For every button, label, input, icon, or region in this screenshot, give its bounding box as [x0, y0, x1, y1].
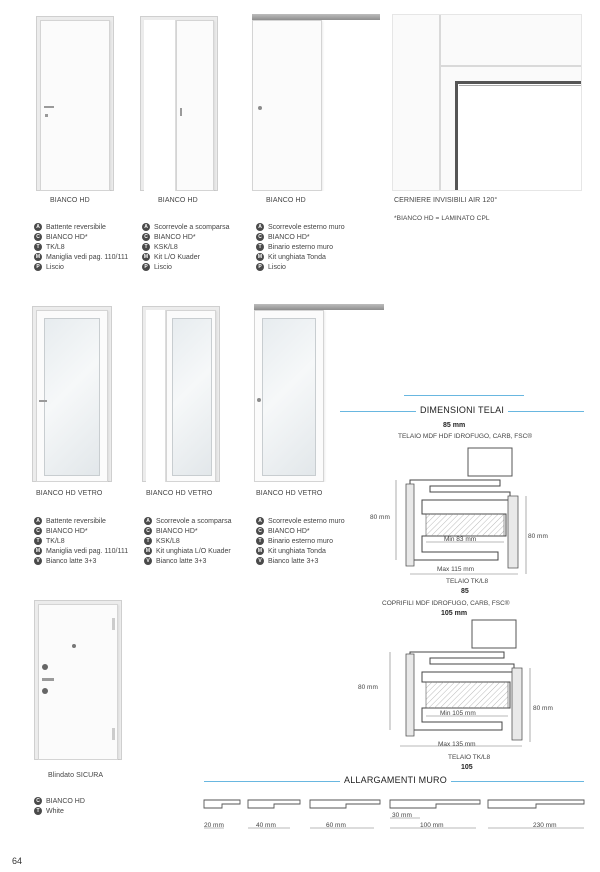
spec-row [144, 526, 231, 536]
peephole-icon [72, 644, 76, 648]
caption-r1-2: BIANCO HD [158, 197, 198, 204]
spec-badge-icon: C [142, 233, 150, 241]
section-title-allargamenti: ALLARGAMENTI MURO [340, 775, 451, 785]
spec-text: Maniglia vedi pag. 110/111 [46, 253, 129, 261]
spec-text: TK/L8 [46, 243, 65, 251]
frame-section-diagram-105 [360, 618, 540, 758]
spec-text: Bianco latte 3+3 [46, 557, 97, 565]
telai-mid: COPRIFILI MDF IDROFUGO, CARB, FSC® [382, 600, 510, 607]
hinge-detail-image [392, 14, 582, 191]
spec-row [256, 536, 345, 546]
spec-badge-icon: M [145, 548, 151, 554]
spec-badge-icon: P [142, 263, 150, 271]
spec-badge-icon: A [34, 517, 42, 525]
spec-row [144, 536, 231, 546]
spec-text: Scorrevole a scomparsa [154, 223, 230, 231]
spec-badge-icon: A [256, 517, 264, 525]
spec-badge-icon: A [144, 517, 152, 525]
spec-list-sicura [34, 796, 85, 816]
telai-d2-left: 80 mm [358, 684, 378, 691]
spec-row [34, 546, 128, 556]
spec-badge-icon: C [144, 527, 152, 535]
door-image-blindato-sicura [32, 598, 124, 760]
telai-d1-top: 85 mm [443, 422, 466, 429]
spec-row [34, 536, 128, 546]
spec-row [34, 806, 85, 816]
caption-r1-3: BIANCO HD [266, 197, 306, 204]
spec-row [256, 262, 345, 272]
spec-text: BIANCO HD* [156, 527, 198, 535]
telai-d2-max: Max 135 mm [438, 741, 476, 748]
frame-section-diagram-85 [370, 444, 540, 584]
spec-row [34, 516, 128, 526]
spec-badge-icon: C [256, 527, 264, 535]
spec-text: Kit L/O Kuader [154, 253, 200, 261]
spec-list-r1-3 [256, 222, 345, 272]
telai-d1-right: 80 mm [528, 533, 548, 540]
spec-row [256, 556, 345, 566]
spec-badge-icon: P [256, 263, 264, 271]
spec-row [34, 796, 85, 806]
spec-row [34, 232, 128, 242]
spec-text: Scorrevole esterno muro [268, 223, 345, 231]
spec-row [142, 262, 229, 272]
spec-text: Kit unghiata Tonda [268, 253, 326, 261]
spec-row [34, 262, 128, 272]
telai-d1-min: Min 83 mm [444, 536, 477, 543]
spec-badge-icon: T [34, 243, 42, 251]
spec-text: BIANCO HD* [46, 527, 88, 535]
spec-row [34, 526, 128, 536]
spec-badge-icon: T [256, 243, 264, 251]
spec-badge-icon: M [35, 548, 41, 554]
spec-badge-icon: V [34, 557, 42, 565]
spec-row [142, 242, 229, 252]
spec-text: KSK/L8 [156, 537, 180, 545]
caption-r2-3: BIANCO HD VETRO [256, 490, 323, 497]
spec-badge-icon: P [34, 263, 42, 271]
spec-badge-icon: C [34, 527, 42, 535]
spec-text: Scorrevole esterno muro [268, 517, 345, 525]
door-handle-icon [44, 106, 54, 108]
spec-row [144, 546, 231, 556]
wall-ext-20: 20 mm [204, 822, 224, 829]
spec-text: Binario esterno muro [268, 243, 333, 251]
spec-badge-icon: V [256, 557, 264, 565]
caption-r2-1: BIANCO HD VETRO [36, 490, 103, 497]
wall-ext-60: 60 mm [326, 822, 346, 829]
spec-row [34, 222, 128, 232]
wall-ext-230: 230 mm [533, 822, 557, 829]
spec-text: KSK/L8 [154, 243, 178, 251]
spec-text: Battente reversibile [46, 223, 106, 231]
spec-badge-icon: M [35, 254, 41, 260]
telai-d1-foot: TELAIO TK/L8 [446, 578, 489, 585]
caption-r2-2: BIANCO HD VETRO [146, 490, 213, 497]
spec-badge-icon: V [144, 557, 152, 565]
telai-d2-right: 80 mm [533, 705, 553, 712]
spec-badge-icon: T [34, 807, 42, 815]
page-number: 64 [12, 856, 23, 866]
spec-text: Maniglia vedi pag. 110/111 [46, 547, 129, 555]
spec-text: Liscio [268, 263, 286, 271]
spec-row [142, 252, 229, 262]
spec-text: Scorrevole a scomparsa [156, 517, 232, 525]
spec-badge-icon: M [143, 254, 149, 260]
hinge-note: *BIANCO HD = LAMINATO CPL [394, 215, 490, 222]
spec-badge-icon: T [144, 537, 152, 545]
spec-text: Binario esterno muro [268, 537, 333, 545]
spec-text: Liscio [46, 263, 64, 271]
spec-row [256, 526, 345, 536]
telai-d2-min: Min 105 mm [440, 710, 476, 717]
spec-text: BIANCO HD* [268, 527, 310, 535]
spec-row [142, 222, 229, 232]
spec-text: TK/L8 [46, 537, 65, 545]
door-image-bianco-hd-scomparsa [138, 14, 220, 191]
spec-text: White [46, 807, 64, 815]
spec-text: BIANCO HD* [46, 233, 88, 241]
spec-badge-icon: T [34, 537, 42, 545]
spec-badge-icon: A [34, 223, 42, 231]
spec-row [256, 232, 345, 242]
door-image-vetro-battente [30, 304, 114, 482]
spec-text: Battente reversibile [46, 517, 106, 525]
spec-badge-icon: C [256, 233, 264, 241]
spec-row [142, 232, 229, 242]
spec-row [256, 516, 345, 526]
telai-d1-max: Max 115 mm [437, 566, 475, 573]
telai-d1-left: 80 mm [370, 514, 390, 521]
spec-badge-icon: A [142, 223, 150, 231]
spec-text: BIANCO HD* [154, 233, 196, 241]
caption-sicura: Blindato SICURA [48, 772, 104, 779]
spec-list-r2-3 [256, 516, 345, 566]
spec-row [256, 242, 345, 252]
wall-ext-100: 100 mm [420, 822, 444, 829]
telai-d2-foot: TELAIO TK/L8 [448, 754, 491, 761]
spec-badge-icon: M [257, 254, 263, 260]
spec-row [144, 556, 231, 566]
spec-text: Kit unghiata Tonda [268, 547, 326, 555]
spec-text: Liscio [154, 263, 172, 271]
telai-d1-foot-num: 85 [461, 588, 469, 595]
spec-badge-icon: T [256, 537, 264, 545]
spec-text: Bianco latte 3+3 [156, 557, 207, 565]
spec-text: Kit unghiata L/O Kuader [156, 547, 231, 555]
spec-text: BIANCO HD [46, 797, 85, 805]
spec-list-r1-2 [142, 222, 229, 272]
telai-d2-foot-num: 105 [461, 764, 473, 771]
door-image-bianco-hd-esterno [248, 14, 380, 191]
spec-text: Bianco latte 3+3 [268, 557, 319, 565]
caption-r1-1: BIANCO HD [50, 197, 90, 204]
spec-list-r2-1 [34, 516, 128, 566]
spec-badge-icon: A [256, 223, 264, 231]
spec-row [34, 242, 128, 252]
hinge-caption: CERNIERE INVISIBILI AIR 120° [394, 197, 498, 204]
door-image-bianco-hd-battente [30, 14, 120, 191]
spec-badge-icon: T [142, 243, 150, 251]
spec-badge-icon: C [34, 233, 42, 241]
telai-d2-top: 105 mm [441, 610, 468, 617]
spec-row [256, 222, 345, 232]
telai-d1-header: TELAIO MDF HDF IDROFUGO, CARB, FSC® [398, 433, 533, 440]
spec-badge-icon: M [257, 548, 263, 554]
door-image-vetro-esterno [252, 304, 384, 482]
door-image-vetro-scomparsa [140, 304, 222, 482]
section-title-telai: DIMENSIONI TELAI [416, 405, 508, 415]
wall-ext-30: 30 mm [392, 812, 412, 819]
spec-badge-icon: C [34, 797, 42, 805]
spec-row [144, 516, 231, 526]
spec-list-r2-2 [144, 516, 231, 566]
wall-ext-40: 40 mm [256, 822, 276, 829]
spec-list-r1-1 [34, 222, 128, 272]
spec-row [34, 252, 128, 262]
spec-row [34, 556, 128, 566]
spec-text: BIANCO HD* [268, 233, 310, 241]
spec-row [256, 252, 345, 262]
spec-row [256, 546, 345, 556]
